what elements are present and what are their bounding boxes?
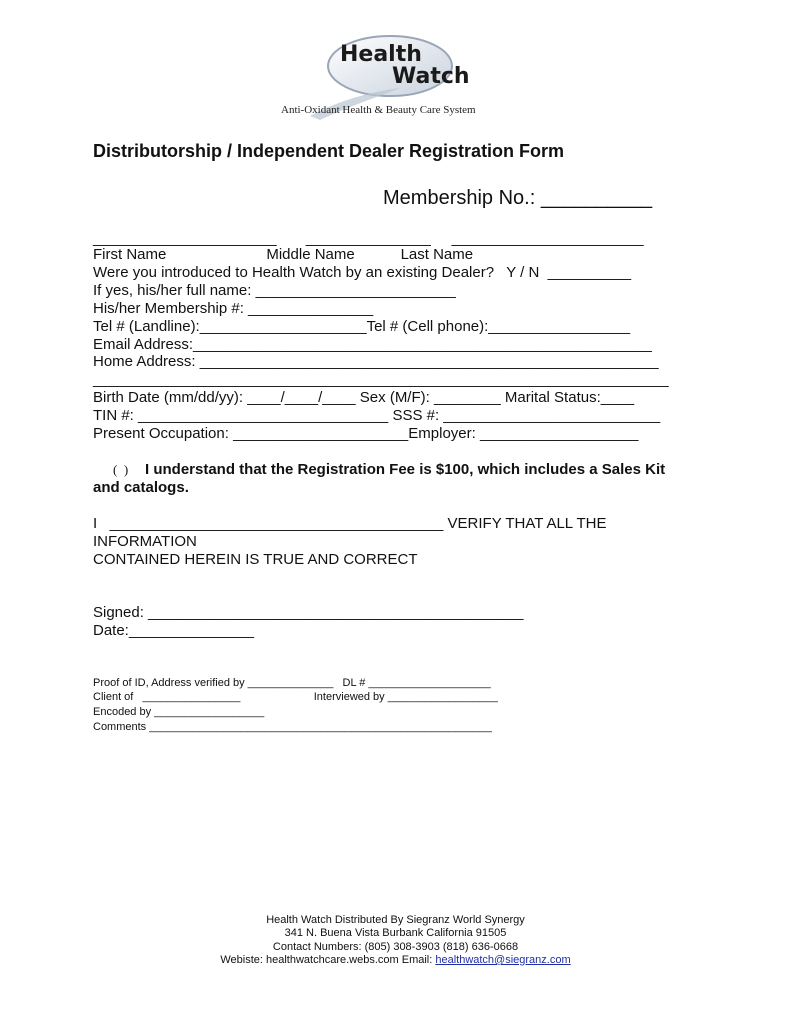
logo-health-text: Health <box>340 42 422 67</box>
home-address-field[interactable]: Home Address: _______________________________________________________ <box>93 353 659 370</box>
name-labels: First Name Middle Name Last Name <box>93 246 474 263</box>
dealer-full-name-field[interactable]: If yes, his/her full name: ________________________ <box>93 282 456 299</box>
tagline: Anti-Oxidant Health & Beauty Care System <box>281 104 476 116</box>
page-title: Distributorship / Independent Dealer Registration Form <box>93 141 565 161</box>
introduced-question[interactable]: Were you introduced to Health Watch by an existing Dealer? Y / N __________ <box>93 264 632 281</box>
footer-line-1: Health Watch Distributed By Siegranz World Synergy <box>266 914 525 926</box>
verify-line-2: INFORMATION <box>93 533 197 550</box>
verify-line-3: CONTAINED HEREIN IS TRUE AND CORRECT <box>93 551 418 568</box>
logo-watch-text: Watch <box>392 64 470 89</box>
verify-line-1[interactable]: I ________________________________________ VERIFY THAT ALL THE <box>93 515 607 532</box>
dealer-membership-field[interactable]: His/her Membership #: _______________ <box>93 300 374 317</box>
footer-line-3: Contact Numbers: (805) 308-3903 (818) 636-0668 <box>272 941 519 953</box>
understand-checkbox[interactable]: ( ) <box>113 462 129 477</box>
occupation-employer-fields[interactable]: Present Occupation: _____________________Employer: ___________________ <box>93 425 639 442</box>
footer-line-4 <box>0 954 791 966</box>
signed-field[interactable]: Signed: _____________________________________________ <box>93 604 524 621</box>
footer-website-text: Webiste: healthwatchcare.webs.com Email: <box>220 954 436 966</box>
name-underlines[interactable]: ______________________ _______________ _______________________ <box>93 230 644 247</box>
understand-line-2: and catalogs. <box>93 479 189 496</box>
birth-sex-marital-fields[interactable]: Birth Date (mm/dd/yy): ____/____/____ Sex (M/F): ________ Marital Status:____ <box>93 389 635 406</box>
email-field[interactable]: Email Address:_______________________________________________________ <box>93 336 652 353</box>
proof-of-id-line[interactable]: Proof of ID, Address verified by ______________ DL # ____________________ <box>93 677 491 689</box>
home-address-continued[interactable]: _____________________________________________________________________ <box>93 371 669 388</box>
understand-line-1: I understand that the Registration Fee is $100, which includes a Sales Kit <box>145 461 666 478</box>
comments-line[interactable]: Comments ________________________________________________________ <box>93 721 492 733</box>
client-interviewed-line[interactable]: Client of ________________ Interviewed by __________________ <box>93 691 498 703</box>
footer-email-link[interactable]: healthwatch@siegranz.com <box>435 954 571 966</box>
date-field[interactable]: Date:_______________ <box>93 622 254 639</box>
footer-line-2: 341 N. Buena Vista Burbank California 91505 <box>284 927 507 939</box>
encoded-by-line[interactable]: Encoded by __________________ <box>93 706 265 718</box>
membership-number-field[interactable]: Membership No.: __________ <box>383 187 653 209</box>
tin-sss-fields[interactable]: TIN #: ______________________________ SSS #: __________________________ <box>93 407 661 424</box>
telephone-fields[interactable]: Tel # (Landline):____________________Tel # (Cell phone):_________________ <box>93 318 631 335</box>
